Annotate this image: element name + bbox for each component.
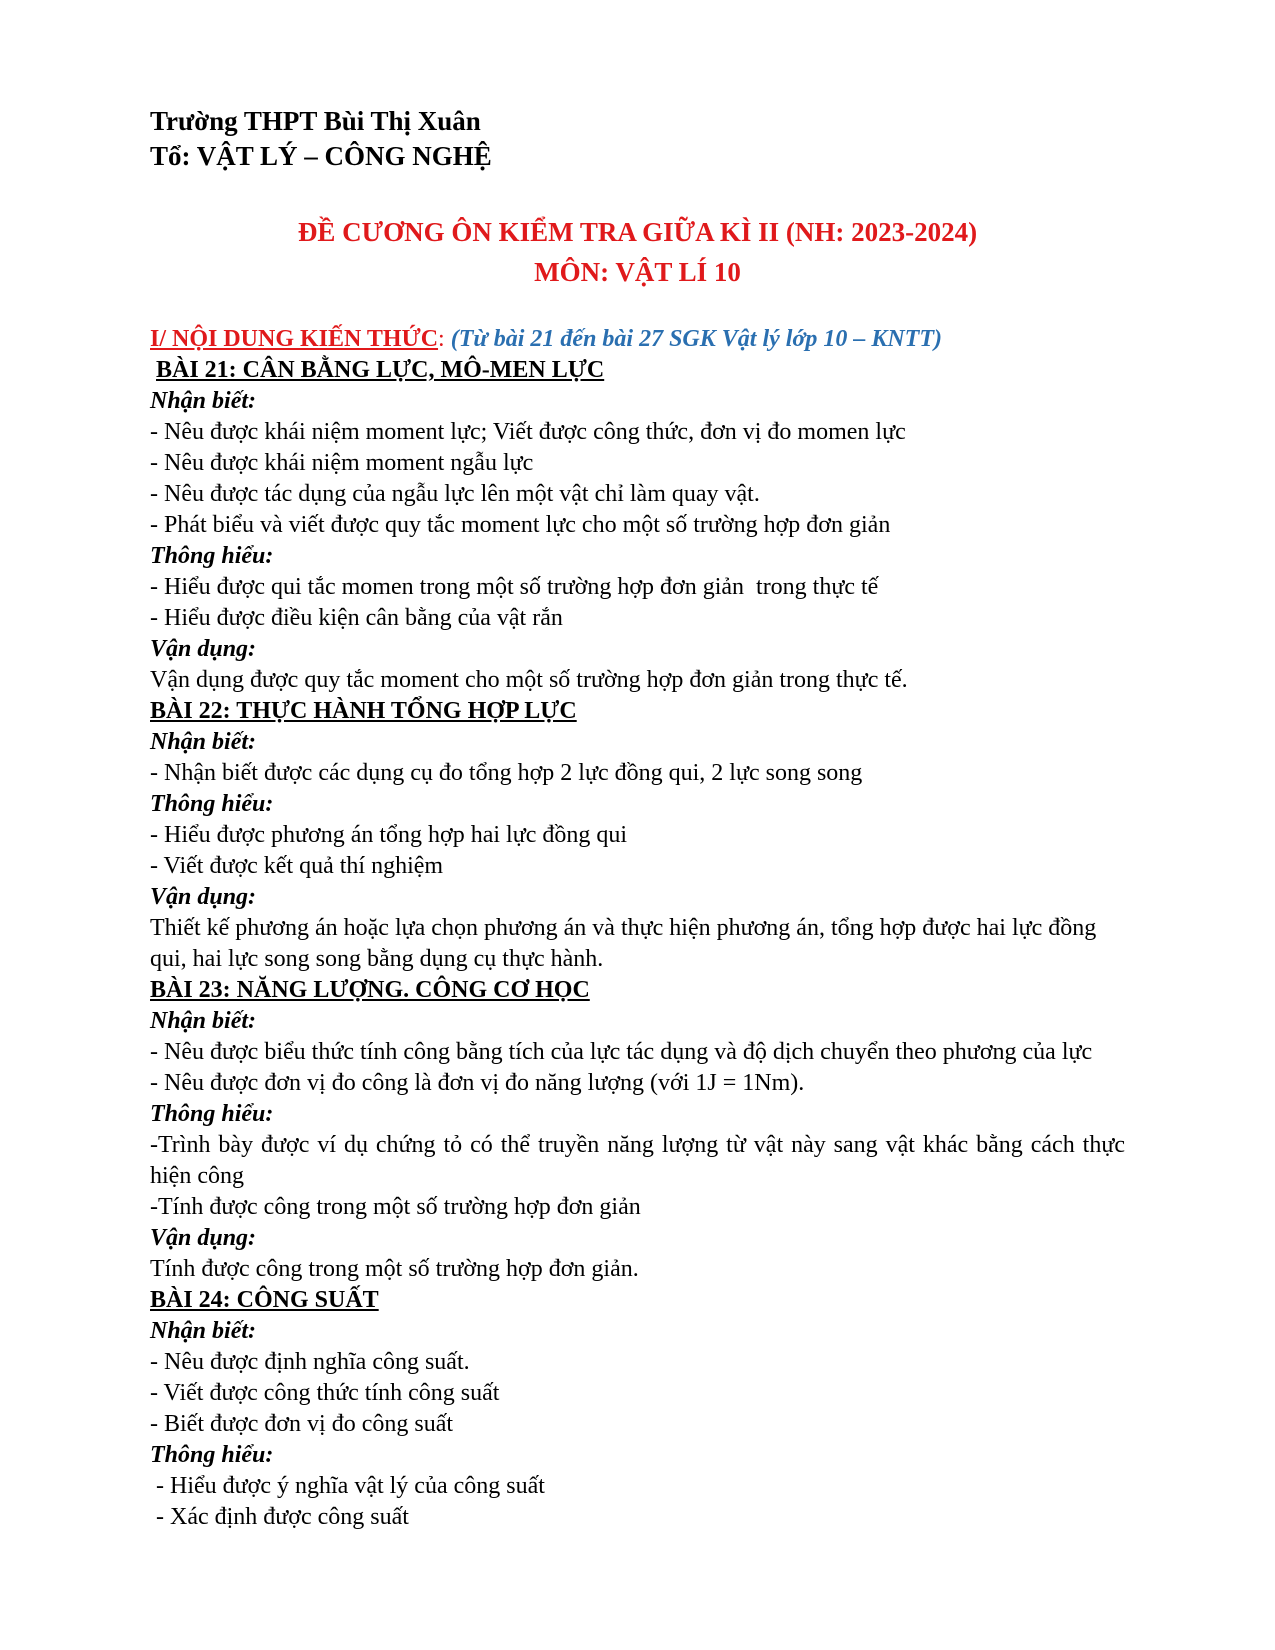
document-page: [150, 104, 1131, 1533]
school-name: Trường THPT Bùi Thị Xuân: [150, 106, 481, 136]
lesson-title: BÀI 24: CÔNG SUẤT: [150, 1287, 379, 1313]
section-heading: [150, 324, 1125, 355]
list-item: Thiết kế phương án hoặc lựa chọn phương án và thực hiện phương án, tổng hợp được hai lực đồng qui, hai lực song song bằng dụng cụ thực hành.: [150, 915, 1103, 972]
level-label: Vận dụng:: [150, 636, 257, 662]
section-subtitle: (Từ bài 21 đến bài 27 SGK Vật lý lớp 10 – KNTT): [450, 326, 942, 352]
level-label: Thông hiểu:: [150, 1442, 274, 1468]
lesson-title: BÀI 23: NĂNG LƯỢNG. CÔNG CƠ HỌC: [150, 977, 590, 1003]
content: [150, 324, 1131, 1533]
list-item: - Biết được đơn vị đo công suất: [150, 1411, 454, 1437]
level-label: Thông hiểu:: [150, 1101, 274, 1127]
list-item: - Nêu được đơn vị đo công là đơn vị đo năng lượng (với 1J = 1Nm).: [150, 1070, 805, 1096]
list-item: -Tính được công trong một số trường hợp đơn giản: [150, 1194, 641, 1220]
lesson-title: BÀI 21: CÂN BẰNG LỰC, MÔ-MEN LỰC: [156, 357, 605, 383]
lesson-title: BÀI 22: THỰC HÀNH TỔNG HỢP LỰC: [150, 698, 577, 724]
section-label: I/ NỘI DUNG KIẾN THỨC: [150, 326, 439, 352]
title-line-2: MÔN: VẬT LÍ 10: [534, 257, 741, 287]
list-item: - Hiểu được ý nghĩa vật lý của công suất: [150, 1473, 545, 1499]
level-label: Thông hiểu:: [150, 791, 274, 817]
document-title: [150, 212, 1125, 292]
title-line-1: ĐỀ CƯƠNG ÔN KIỂM TRA GIỮA KÌ II (NH: 2023-2024): [297, 217, 978, 247]
level-label: Nhận biết:: [150, 729, 257, 755]
list-item: Vận dụng được quy tắc moment cho một số trường hợp đơn giản trong thực tế.: [150, 667, 908, 693]
list-item: - Xác định được công suất: [150, 1504, 409, 1530]
list-item: Tính được công trong một số trường hợp đơn giản.: [150, 1256, 639, 1282]
list-item: - Nêu được khái niệm moment lực; Viết được công thức, đơn vị đo momen lực: [150, 419, 906, 445]
level-label: Nhận biết:: [150, 388, 257, 414]
level-label: Nhận biết:: [150, 1008, 257, 1034]
level-label: Vận dụng:: [150, 1225, 257, 1251]
department-name: Tổ: VẬT LÝ – CÔNG NGHỆ: [150, 141, 492, 171]
list-item: - Hiểu được điều kiện cân bằng của vật rắn: [150, 605, 563, 631]
list-item: - Viết được kết quả thí nghiệm: [150, 853, 444, 879]
level-label: Vận dụng:: [150, 884, 257, 910]
list-item: - Nêu được khái niệm moment ngẫu lực: [150, 450, 534, 476]
section-colon: :: [438, 326, 445, 352]
level-label: Nhận biết:: [150, 1318, 257, 1344]
list-item: - Phát biểu và viết được quy tắc moment lực cho một số trường hợp đơn giản: [150, 512, 891, 538]
list-item: - Nêu được biểu thức tính công bằng tích của lực tác dụng và độ dịch chuyển theo phương của lực: [150, 1039, 1093, 1065]
list-item: - Nhận biết được các dụng cụ đo tổng hợp 2 lực đồng qui, 2 lực song song: [150, 760, 863, 786]
level-label: Thông hiểu:: [150, 543, 274, 569]
list-item: - Viết được công thức tính công suất: [150, 1380, 500, 1406]
list-item: - Hiểu được qui tắc momen trong một số trường hợp đơn giản trong thực tế: [150, 574, 879, 600]
list-item: -Trình bày được ví dụ chứng tỏ có thể truyền năng lượng từ vật này sang vật khác bằng cách thực hiện công: [150, 1132, 1131, 1189]
list-item: - Nêu được tác dụng của ngẫu lực lên một vật chỉ làm quay vật.: [150, 481, 760, 507]
list-item: - Hiểu được phương án tổng hợp hai lực đồng qui: [150, 822, 628, 848]
list-item: - Nêu được định nghĩa công suất.: [150, 1349, 470, 1375]
